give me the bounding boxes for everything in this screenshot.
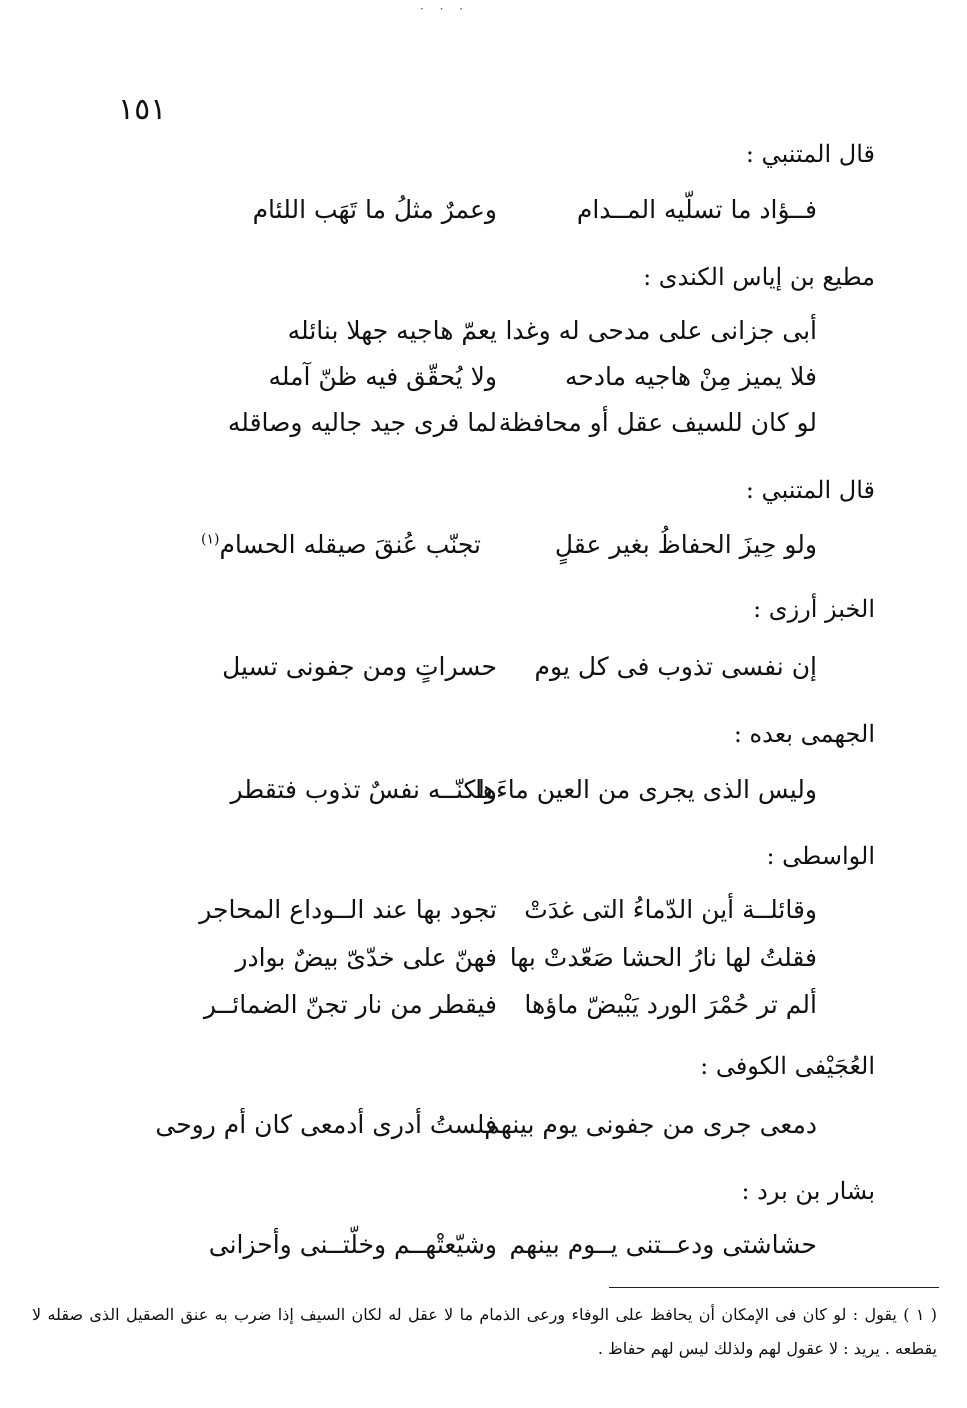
verse-hemistich-second: يعمّ هاجيه جهلا بنائله [287,316,497,345]
footnote-divider [609,1287,939,1288]
poet-heading: مطيع بن إياس الكندى : [643,263,875,291]
verse-hemistich-first: فقلتُ لها نارُ الحشا صَعّدتْ بها [509,943,817,972]
verse-hemistich-first: حشاشتى ودعــتنى يــوم بينهم [509,1230,817,1259]
verse-hemistich-second: لما فرى جيد جاليه وصاقله [227,408,497,437]
scan-specks: · · · [420,2,470,16]
poet-heading: بشار بن برد : [741,1177,875,1205]
verse-hemistich-first: وليس الذى يجرى من العين ماءَها [475,775,817,804]
poet-heading: الجهمى بعده : [733,720,875,748]
verse-hemistich-first: لو كان للسيف عقل أو محافظة [498,408,817,437]
verse-hemistich-first: إن نفسى تذوب فى كل يوم [534,652,817,681]
verse-hemistich-second: حسراتٍ ومن جفونى تسيل [222,652,497,681]
verse-hemistich-first: دمعى جرى من جفونى يوم بينهم [484,1110,817,1139]
verse-hemistich-second: وعمرٌ مثلُ ما تَهَب اللئام [252,195,497,224]
poet-heading: قال المتنبي : [745,140,875,168]
verse-hemistich-second: ولكنّــه نفسٌ تذوب فتقطر [230,775,497,804]
verse-hemistich-second: فيقطر من نار تجنّ الضمائــر [203,990,497,1019]
verse-hemistich-second: فهنّ على خدّىّ بيضٌ بوادر [235,943,497,972]
poet-heading: العُجَيْفى الكوفى : [700,1052,875,1080]
page-number: ١٥١ [118,92,167,127]
verse-text: تجنّب عُنقَ صيقله الحسام [219,530,481,559]
footnote-reference: (١) [200,531,220,548]
footnote: ( ١ ) يقول : لو كان فى الإمكان أن يحافظ على الوفاء ورعى الذمام ما لا عقل له لكان السيف إذا ضرب به عنق الصقيل الذى صقله لا يقطعه . يريد : لا عقول لهم ولذلك ليس لهم حفاظ . [32,1305,938,1358]
poet-heading: الخبز أرزى : [753,595,875,623]
verse-hemistich-second: تجود بها عند الــوداع المحاجر [199,895,497,924]
verse-hemistich-first: فلا يميز مِنْ هاجيه مادحه [564,362,817,391]
verse-hemistich-first: ولو حِيزَ الحفاظُ بغير عقلٍ [554,530,817,559]
verse-hemistich-first: أبى جزانى على مدحى له وغدا [505,316,817,345]
verse-hemistich-first: فــؤاد ما تسلّيه المــدام [576,195,817,224]
verse-hemistich-second [201,530,481,559]
verse-hemistich-first: ألم تر حُمْرَ الورد يَبْيضّ ماؤها [524,990,817,1019]
verse-hemistich-second: وشيّعتْهــم وخلّتــنى وأحزانى [208,1230,497,1259]
poet-heading: قال المتنبي : [745,476,875,504]
verse-hemistich-second: فلستُ أدرى أدمعى كان أم روحى [155,1110,497,1139]
verse-hemistich-first: وقائلــة أين الدّماءُ التى غدَتْ [524,895,817,924]
poet-heading: الواسطى : [766,842,875,870]
verse-hemistich-second: ولا يُحقّق فيه ظنّ آمله [268,362,497,391]
